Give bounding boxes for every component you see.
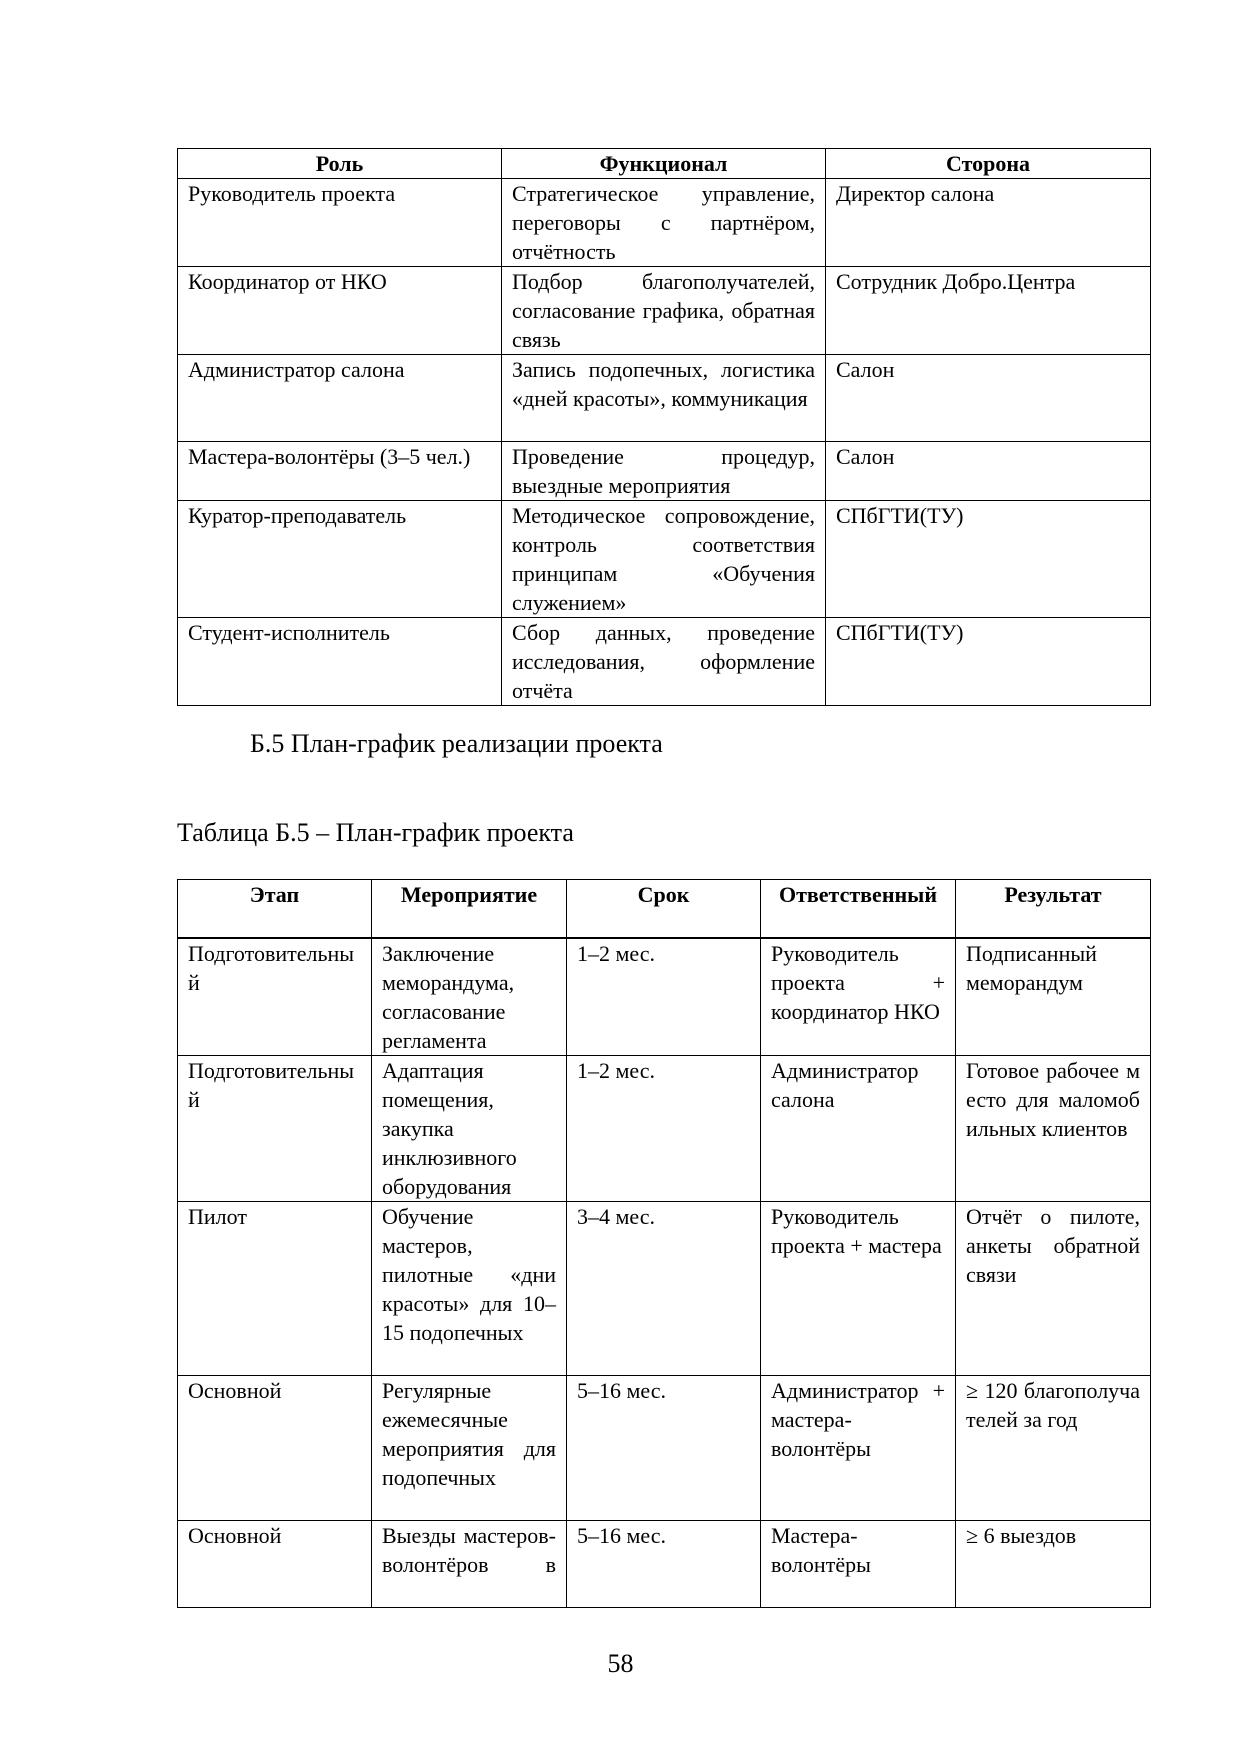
responsible-cell: Руководитель проекта + мастера: [761, 1201, 956, 1375]
event-cell: Выезды мастеров-волонтёров в: [372, 1520, 567, 1607]
header-responsible: Ответственный: [761, 880, 956, 938]
responsible-cell: Администратор салона: [761, 1055, 956, 1201]
table-row: [178, 355, 1151, 442]
event-cell: Обучение мастеров, пилотные «дни красоты» для 10–15 подопечных: [372, 1201, 567, 1375]
header-side: Сторона: [826, 149, 1151, 179]
role-cell: Администратор салона: [178, 355, 502, 442]
roles-table: [177, 148, 1151, 706]
plan-table: [177, 879, 1151, 1608]
term-cell: 5–16 мес.: [567, 1375, 761, 1520]
role-cell: Координатор от НКО: [178, 267, 502, 355]
table-row: [178, 1375, 1151, 1520]
stage-cell: Основной: [178, 1520, 372, 1607]
table-row: [178, 1201, 1151, 1375]
function-cell: Запись подопечных, логистика «дней красоты», коммуникация: [502, 355, 826, 442]
role-cell: Куратор-преподаватель: [178, 501, 502, 618]
side-cell: Салон: [826, 442, 1151, 501]
result-cell: Готовое рабочее место для маломобильных клиентов: [956, 1055, 1151, 1201]
side-cell: Салон: [826, 355, 1151, 442]
role-cell: Мастера-волонтёры (3–5 чел.): [178, 442, 502, 501]
event-cell: Заключение меморандума, согласование регламента: [372, 938, 567, 1056]
table-row: [178, 442, 1151, 501]
header-event: Мероприятие: [372, 880, 567, 938]
stage-cell: Пилот: [178, 1201, 372, 1375]
function-cell: Проведение процедур, выездные мероприятия: [502, 442, 826, 501]
table-caption: Таблица Б.5 – План-график проекта: [177, 818, 574, 847]
side-cell: Директор салона: [826, 179, 1151, 267]
result-cell: ≥ 120 благополучателей за год: [956, 1375, 1151, 1520]
table-header-row: [178, 149, 1151, 179]
function-cell: Сбор данных, проведение исследования, оформление отчёта: [502, 618, 826, 706]
stage-cell: Подготовительный: [178, 1055, 372, 1201]
stage-cell: Основной: [178, 1375, 372, 1520]
term-cell: 5–16 мес.: [567, 1520, 761, 1607]
function-cell: Подбор благополучателей, согласование графика, обратная связь: [502, 267, 826, 355]
table-row: [178, 1055, 1151, 1201]
section-heading: Б.5 План-график реализации проекта: [250, 729, 663, 758]
result-cell: Отчёт о пилоте, анкеты обратной связи: [956, 1201, 1151, 1375]
responsible-cell: Руководитель проекта + координатор НКО: [761, 938, 956, 1056]
term-cell: 1–2 мес.: [567, 938, 761, 1056]
responsible-cell: Мастера-волонтёры: [761, 1520, 956, 1607]
table-row: [178, 618, 1151, 706]
header-role: Роль: [178, 149, 502, 179]
function-cell: Стратегическое управление, переговоры с партнёром, отчётность: [502, 179, 826, 267]
table-row: [178, 1520, 1151, 1607]
table-row: [178, 179, 1151, 267]
header-stage: Этап: [178, 880, 372, 938]
role-cell: Студент-исполнитель: [178, 618, 502, 706]
side-cell: СПбГТИ(ТУ): [826, 618, 1151, 706]
result-cell: ≥ 6 выездов: [956, 1520, 1151, 1607]
side-cell: СПбГТИ(ТУ): [826, 501, 1151, 618]
term-cell: 3–4 мес.: [567, 1201, 761, 1375]
header-term: Срок: [567, 880, 761, 938]
result-cell: Подписанный меморандум: [956, 938, 1151, 1056]
table-header-row: [178, 880, 1151, 938]
responsible-cell: Администратор + мастера-волонтёры: [761, 1375, 956, 1520]
role-cell: Руководитель проекта: [178, 179, 502, 267]
table-row: [178, 267, 1151, 355]
page-number: 58: [607, 1649, 634, 1678]
header-function: Функционал: [502, 149, 826, 179]
side-cell: Сотрудник Добро.Центра: [826, 267, 1151, 355]
term-cell: 1–2 мес.: [567, 1055, 761, 1201]
table-row: [178, 938, 1151, 1056]
function-cell: Методическое сопровождение, контроль соответствия принципам «Обучения служением»: [502, 501, 826, 618]
header-result: Результат: [956, 880, 1151, 938]
event-cell: Регулярные ежемесячные мероприятия для подопечных: [372, 1375, 567, 1520]
table-row: [178, 501, 1151, 618]
stage-cell: Подготовительный: [178, 938, 372, 1056]
event-cell: Адаптация помещения, закупка инклюзивного оборудования: [372, 1055, 567, 1201]
